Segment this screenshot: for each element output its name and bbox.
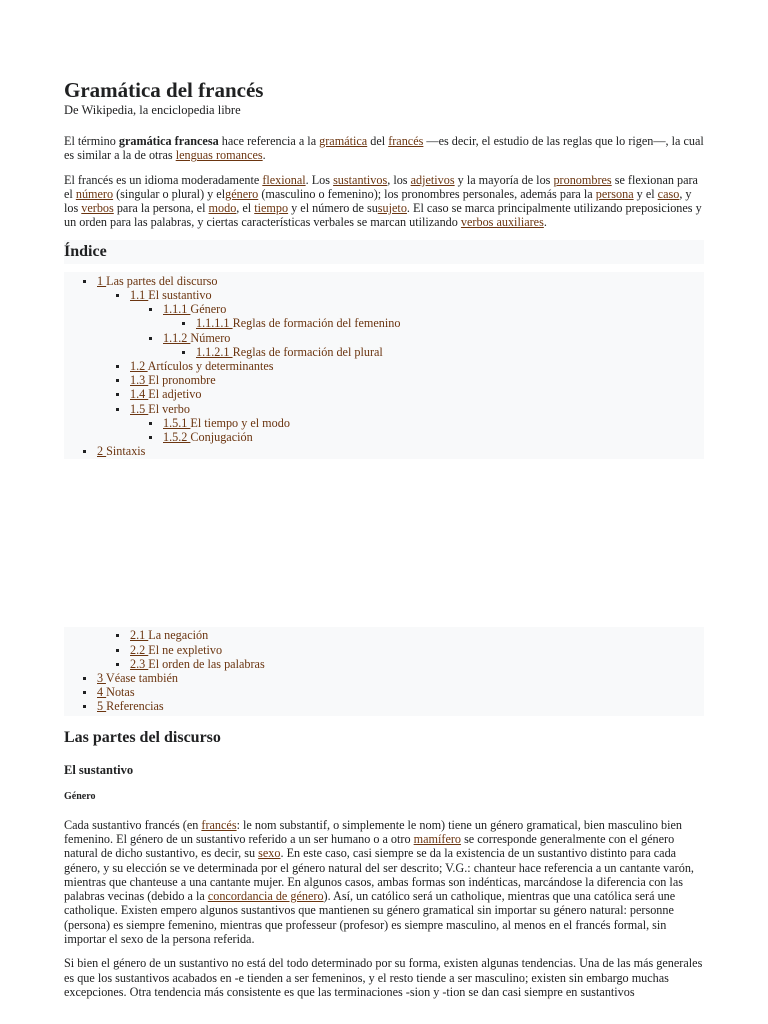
link-gramatica[interactable]: gramática [319, 134, 368, 148]
toc-item[interactable]: 2.3 El orden de las palabras [64, 657, 704, 671]
link-verbos[interactable]: verbos [81, 201, 114, 216]
toc-item[interactable]: 1.4 El adjetivo [64, 387, 704, 401]
toc-item[interactable]: 1 Las partes del discurso [64, 274, 704, 288]
link-verbos-auxiliares[interactable]: verbos auxiliares [460, 215, 544, 230]
toc-list-bottom [64, 627, 704, 715]
toc-item[interactable]: 2 Sintaxis [64, 444, 704, 458]
toc-item[interactable]: 1.1.2.1 Reglas de formación del plural [64, 345, 704, 359]
toc-item[interactable]: 5 Referencias [64, 699, 704, 713]
link-sexo[interactable]: sexo [258, 846, 281, 861]
toc-item[interactable]: 1.3 El pronombre [64, 373, 704, 387]
link-concordancia-de-genero[interactable]: concordancia de género [207, 889, 324, 904]
toc-item[interactable]: 1.1 El sustantivo [64, 288, 704, 302]
toc-list-top [64, 272, 704, 460]
link-sustantivos[interactable]: sustantivos [333, 172, 388, 187]
body-paragraph-2: Si bien el género de un sustantivo no está del todo determinado por su forma, existen algunas tendencias. Una de las más generales es que los sustantivos acabados en -e tienden a ser femeninos, y el resto tiende a ser masculino; existen sin embargo muchas excepciones. Otra tendencia más consistente es que las terminaciones -sion y -tion se dan casi siempre en sustantivos [64, 956, 703, 999]
link-numero[interactable]: número [75, 186, 114, 201]
toc-item[interactable]: 1.1.1.1 Reglas de formación del femenino [64, 316, 704, 330]
link-lenguas-romances[interactable]: lenguas romances [175, 148, 263, 163]
article [64, 78, 704, 1009]
page-break-gap [64, 459, 704, 627]
toc-item[interactable]: 1.5 El verbo [64, 402, 704, 416]
link-pronombres[interactable]: pronombres [553, 172, 612, 187]
link-frances[interactable]: francés [201, 817, 237, 832]
subsection-heading: El sustantivo [64, 762, 134, 777]
toc-item[interactable]: 3 Véase también [64, 671, 704, 685]
toc-item[interactable]: 2.1 La negación [64, 628, 704, 642]
link-sujeto[interactable]: sujeto [377, 201, 407, 216]
intro-paragraph-2: El francés es un idioma moderadamente flexional. Los sustantivos, los adjetivos y la mayoría de los pronombres se flexionan para el número (singular o plural) y elgénero (masculino o femenino); los pronombres personales, además para la persona y el caso, y los verbos para la persona, el modo, el tiempo y el número de susujeto. El caso se marca principalmente utilizando preposiciones y un orden para las palabras, y ciertas características verbales se marcan utilizando verbos auxiliares. [64, 172, 702, 230]
toc-heading: Índice [64, 242, 107, 260]
link-genero[interactable]: género [225, 186, 259, 201]
toc-item[interactable]: 1.5.1 El tiempo y el modo [64, 416, 704, 430]
intro-paragraph-1: El término gramática francesa hace referencia a la gramática del francés —es decir, el estudio de las reglas que lo rigen—, la cual es similar a la de otras lenguas romances. [64, 134, 704, 163]
link-tiempo[interactable]: tiempo [254, 201, 289, 216]
toc-item[interactable]: 1.1.1 Género [64, 302, 704, 316]
link-mamifero[interactable]: mamífero [413, 831, 462, 846]
toc-item[interactable]: 1.2 Artículos y determinantes [64, 359, 704, 373]
page-subtitle: De Wikipedia, la enciclopedia libre [64, 103, 241, 117]
link-modo[interactable]: modo [208, 201, 237, 216]
link-persona[interactable]: persona [595, 186, 634, 201]
link-adjetivos[interactable]: adjetivos [410, 172, 455, 187]
toc-item[interactable]: 4 Notas [64, 685, 704, 699]
page-title: Gramática del francés [64, 78, 264, 102]
toc-item[interactable]: 1.5.2 Conjugación [64, 430, 704, 444]
toc-item[interactable]: 1.1.2 Número [64, 331, 704, 345]
link-caso[interactable]: caso [657, 186, 680, 201]
link-frances[interactable]: francés [388, 134, 424, 148]
subsubsection-heading: Género [64, 790, 96, 802]
link-flexional[interactable]: flexional [262, 172, 306, 187]
toc-item[interactable]: 2.2 El ne expletivo [64, 643, 704, 657]
section-heading: Las partes del discurso [64, 728, 221, 746]
toc-heading-bar [64, 240, 704, 264]
bold-term: gramática francesa [118, 134, 219, 148]
body-paragraph-1: Cada sustantivo francés (en francés: le nom substantif, o simplemente le nom) tiene un género gramatical, bien masculino bien femenino. El género de un sustantivo referido a un ser humano o a otro mamífero se corresponde generalmente con el género natural de dicho sustantivo, es decir, su sexo. En este caso, casi siempre se da la existencia de un sustantivo distinto para cada género, y su elección se ve determinada por el género natural del ser descrito; V.G.: chanteur hace referencia a un cantante varón, mientras que chanteuse a una cantante mujer. En algunos casos, ambas formas son indénticas, marcándose la diferencia con las palabras vecinas (debido a la concordancia de género). Así, un católico será un catholique, mientras que una católica será une catholique. Existen empero algunos sustantivos que mantienen su género gramatical sin importar su género natural: personne (persona) es siempre femenino, mientras que professeur (profesor) es siempre masculino, al menos en el francés formal, sin importar el sexo de la persona referida. [64, 817, 694, 947]
